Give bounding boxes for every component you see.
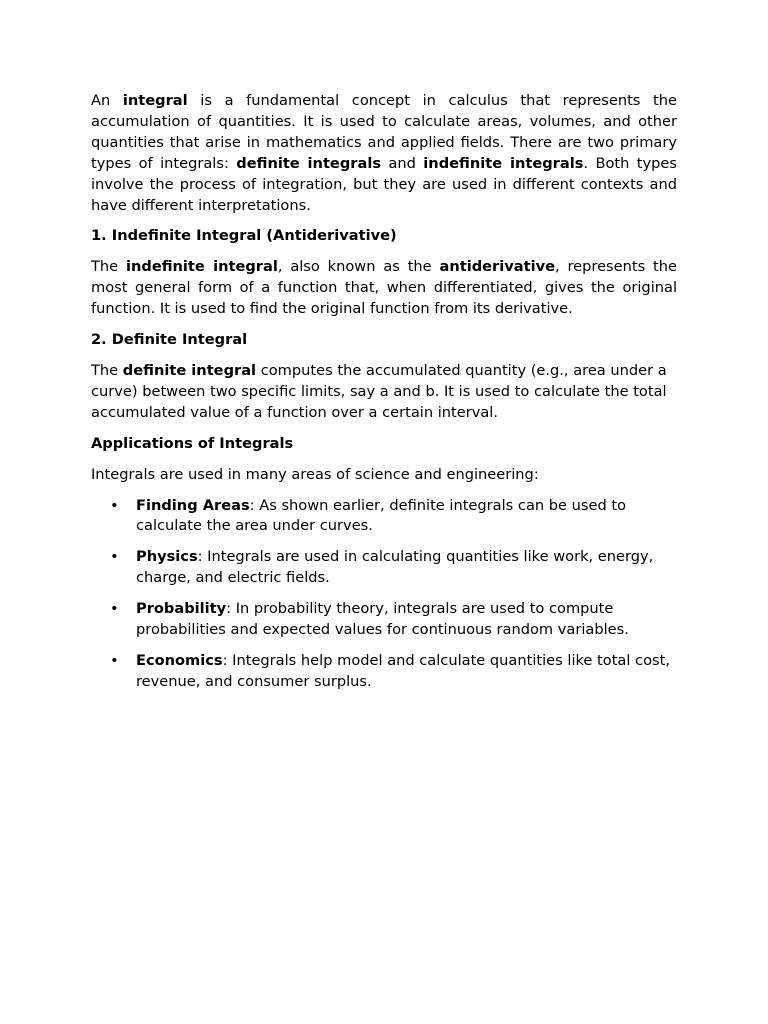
list-item xyxy=(91,496,677,538)
bullet-icon: • xyxy=(110,496,119,514)
list-item-term: Probability xyxy=(136,600,227,618)
intro-term-indefinite: indefinite integrals xyxy=(423,154,584,172)
bullet-icon: • xyxy=(110,548,119,566)
intro-term-integral: integral xyxy=(122,92,188,109)
list-item-text: : Integrals help model and calculate quantities like total cost, revenue, and consumer surplus. xyxy=(136,651,670,690)
list-item-term: Economics xyxy=(136,651,223,669)
section2-text-1: The xyxy=(91,361,123,379)
bullet-icon: • xyxy=(110,651,119,669)
intro-paragraph xyxy=(91,91,677,216)
applications-list xyxy=(91,496,677,693)
intro-text-2: is a fundamental concept in calculus that represents the accumulation of quantities. It is used to calculate areas, volumes, and other quantities that arise in mathematics and applied fields. There are two primary types of integrals: xyxy=(91,92,677,172)
section2-text-2: computes the accumulated quantity (e.g., area under a curve) between two specific limits, say a and b. It is used to calculate the total accumulated value of a function over a certain interval. xyxy=(91,361,667,421)
list-item-text: : Integrals are used in calculating quantities like work, energy, charge, and electric fields. xyxy=(136,548,654,587)
intro-text-1: An xyxy=(91,92,123,109)
section2-term-definite: definite integral xyxy=(122,361,257,379)
list-item-text: : In probability theory, integrals are used to compute probabilities and expected values for continuous random variables. xyxy=(136,600,629,639)
section2-heading: 2. Definite Integral xyxy=(91,331,248,349)
section1-text-3: , represents the most general form of a function that, when differentiated, gives the original function. It is used to find the original function from its derivative. xyxy=(91,258,677,318)
list-item-term: Physics xyxy=(136,548,198,566)
intro-text-3: and xyxy=(381,154,424,172)
list-item-text: : As shown earlier, definite integrals can be used to calculate the area under curves. xyxy=(136,496,627,535)
section1-text-2: , also known as the xyxy=(277,258,440,276)
section1-paragraph xyxy=(91,257,677,320)
section1-heading: 1. Indefinite Integral (Antiderivative) xyxy=(91,227,397,245)
list-item xyxy=(91,547,677,589)
section2-paragraph xyxy=(91,361,677,424)
section1-term-antiderivative: antiderivative xyxy=(439,258,555,276)
intro-text-4: . Both types involve the process of integration, but they are used in different contexts and have different interpretations. xyxy=(91,154,677,214)
intro-term-definite: definite integrals xyxy=(236,154,382,172)
list-item-term: Finding Areas xyxy=(136,496,250,514)
section1-text-1: The xyxy=(91,258,126,276)
applications-heading: Applications of Integrals xyxy=(91,434,294,452)
section1-term-indefinite: indefinite integral xyxy=(125,258,278,276)
list-item xyxy=(91,599,677,641)
applications-lead: Integrals are used in many areas of science and engineering: xyxy=(91,465,539,483)
list-item xyxy=(91,651,677,693)
bullet-icon: • xyxy=(110,600,119,618)
